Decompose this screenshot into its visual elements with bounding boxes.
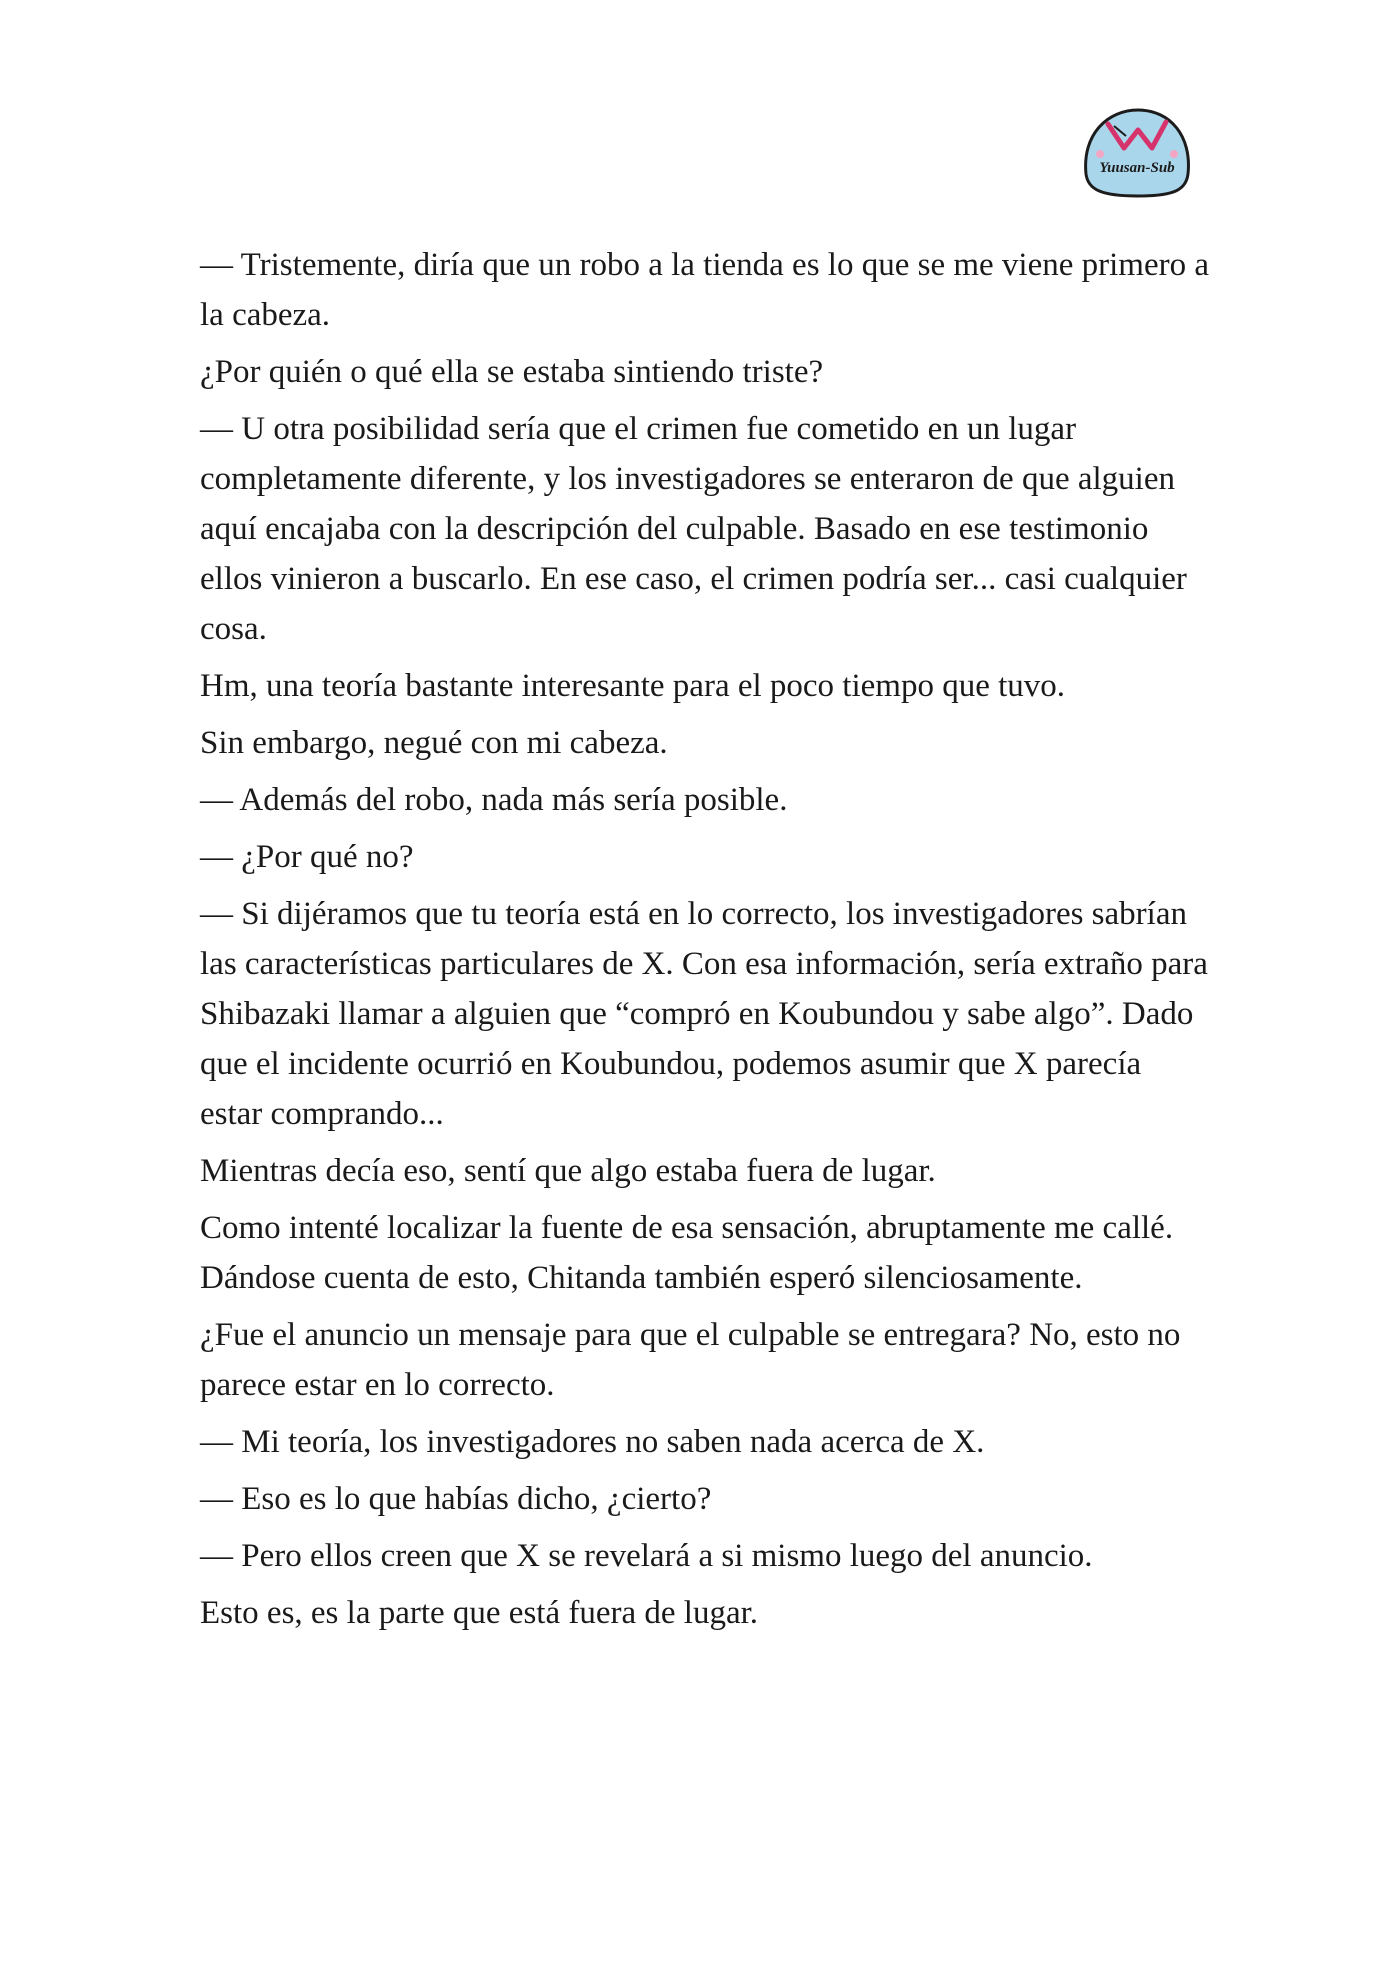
paragraph: — Si dijéramos que tu teoría está en lo correcto, los investigadores sabrían las características particulares de X. Con esa información, sería extraño para Shibazaki llamar a alguien que “compró en Koubundou y sabe algo”. Dado que el incidente ocurrió en Koubundou, podemos asumir que X parecía estar comprando... (200, 896, 1208, 1132)
paragraph: Mientras decía eso, sentí que algo estaba fuera de lugar. (200, 1153, 936, 1189)
paragraph: — Mi teoría, los investigadores no saben nada acerca de X. (200, 1424, 985, 1460)
paragraph: ¿Por quién o qué ella se estaba sintiendo triste? (200, 354, 824, 390)
paragraph: Como intenté localizar la fuente de esa sensación, abruptamente me callé. Dándose cuenta de esto, Chitanda también esperó silenciosamente. (200, 1210, 1174, 1296)
paragraph: — Pero ellos creen que X se revelará a si mismo luego del anuncio. (200, 1538, 1093, 1574)
paragraph: — ¿Por qué no? (200, 839, 414, 875)
paragraph: Esto es, es la parte que está fuera de lugar. (200, 1595, 759, 1631)
logo-text: Yuusan-Sub (1099, 160, 1175, 176)
paragraph: — Tristemente, diría que un robo a la tienda es lo que se me viene primero a la cabeza. (200, 247, 1209, 333)
paragraph: Hm, una teoría bastante interesante para el poco tiempo que tuvo. (200, 668, 1066, 704)
paragraph: — U otra posibilidad sería que el crimen fue cometido en un lugar completamente diferente, y los investigadores se enteraron de que alguien aquí encajaba con la descripción del culpable. Basado en ese testimonio ellos vinieron a buscarlo. En ese caso, el crimen podría ser... casi cualquier cosa. (200, 411, 1187, 647)
paragraph: — Eso es lo que habías dicho, ¿cierto? (200, 1481, 712, 1517)
paragraph: ¿Fue el anuncio un mensaje para que el culpable se entregara? No, esto no parece estar en lo correcto. (200, 1317, 1181, 1403)
paragraph: — Además del robo, nada más sería posible. (200, 782, 788, 818)
paragraph: Sin embargo, negué con mi cabeza. (200, 725, 668, 761)
document-body (200, 240, 1210, 1645)
yuusan-sub-logo (1078, 104, 1196, 200)
